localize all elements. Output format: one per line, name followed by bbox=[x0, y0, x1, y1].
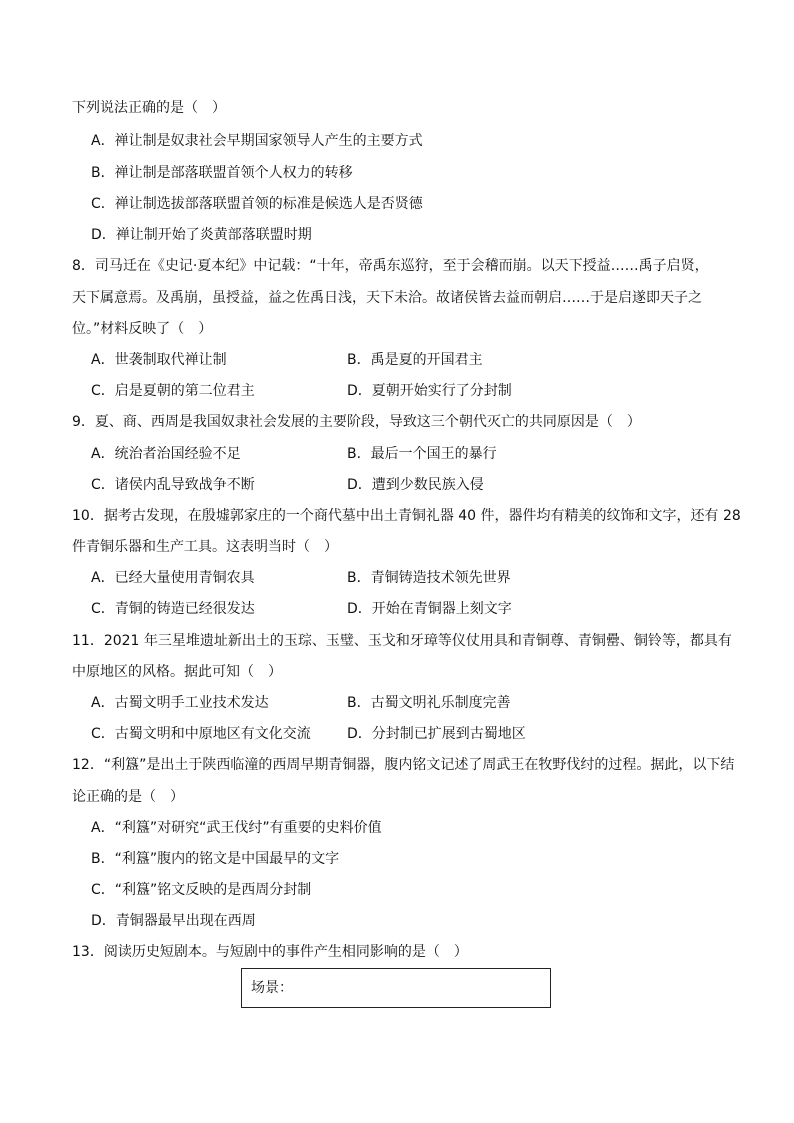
question-9-option-c: C．诸侯内乱导致战争不断 bbox=[91, 477, 255, 493]
question-10-option-d: D．开始在青铜器上刻文字 bbox=[347, 601, 512, 617]
question-10-option-b: B．青铜铸造技术领先世界 bbox=[347, 570, 511, 586]
scene-box bbox=[241, 968, 551, 1008]
question-12-option-b: B．“利簋”腹内的铭文是中国最早的文字 bbox=[91, 851, 340, 867]
question-9-stem-line-1: 9．夏、商、西周是我国奴隶社会发展的主要阶段，导致这三个朝代灭亡的共同原因是（ ） bbox=[72, 414, 641, 430]
question-10-stem-line-2: 件青铜乐器和生产工具。这表明当时（ ） bbox=[72, 539, 338, 555]
question-11-stem-line-1: 11．2021 年三星堆遗址新出土的玉琮、玉璧、玉戈和牙璋等仪仗用具和青铜尊、青铜罍、铜铃等，都具有 bbox=[72, 633, 732, 649]
question-8-option-b: B．禹是夏的开国君主 bbox=[347, 352, 483, 368]
question-10-stem-line-1: 10．据考古发现，在殷墟郭家庄的一个商代墓中出土青铜礼器 40 件，器件均有精美的纹饰和文字，还有 28 bbox=[72, 508, 741, 524]
question-8-option-c: C．启是夏朝的第二位君主 bbox=[91, 383, 255, 399]
question-8-stem-line-1: 8．司马迁在《史记·夏本纪》中记载：“十年，帝禹东巡狩，至于会稽而崩。以天下授益……禹子启贤， bbox=[72, 258, 709, 274]
question-8-option-a: A．世袭制取代禅让制 bbox=[91, 352, 227, 368]
question-8-option-d: D．夏朝开始实行了分封制 bbox=[347, 383, 512, 399]
question-12-option-d: D．青铜器最早出现在西周 bbox=[91, 913, 256, 929]
scene-label: 场景： bbox=[251, 980, 293, 996]
question-7-option-c: C．禅让制选拔部落联盟首领的标准是候选人是否贤德 bbox=[91, 196, 423, 212]
question-10-option-a: A．已经大量使用青铜农具 bbox=[91, 570, 255, 586]
question-8-stem-line-2: 天下属意焉。及禹崩，虽授益，益之佐禹日浅，天下未洽。故诸侯皆去益而朝启……于是启遂即天子之 bbox=[72, 290, 702, 306]
question-13-stem-line-1: 13．阅读历史短剧本。与短剧中的事件产生相同影响的是（ ） bbox=[72, 944, 468, 960]
question-9-option-b: B．最后一个国王的暴行 bbox=[347, 446, 497, 462]
question-7-option-a: A．禅让制是奴隶社会早期国家领导人产生的主要方式 bbox=[91, 133, 423, 149]
question-11-option-d: D．分封制已扩展到古蜀地区 bbox=[347, 726, 526, 742]
question-10-option-c: C．青铜的铸造已经很发达 bbox=[91, 601, 255, 617]
question-12-option-a: A．“利簋”对研究“武王伐纣”有重要的史料价值 bbox=[91, 820, 382, 836]
question-7-stem: 下列说法正确的是（ ） bbox=[72, 100, 226, 116]
question-9-option-d: D．遭到少数民族入侵 bbox=[347, 477, 484, 493]
question-12-stem-line-2: 论正确的是（ ） bbox=[72, 789, 184, 805]
question-7-option-b: B．禅让制是部落联盟首领个人权力的转移 bbox=[91, 165, 353, 181]
question-11-option-c: C．古蜀文明和中原地区有文化交流 bbox=[91, 726, 311, 742]
question-11-option-b: B．古蜀文明礼乐制度完善 bbox=[347, 695, 511, 711]
question-12-stem-line-1: 12．“利簋”是出土于陕西临潼的西周早期青铜器，腹内铭文记述了周武王在牧野伐纣的过程。据此，以下结 bbox=[72, 757, 735, 773]
question-7-option-d: D．禅让制开始了炎黄部落联盟时期 bbox=[91, 227, 312, 243]
question-11-stem-line-2: 中原地区的风格。据此可知（ ） bbox=[72, 664, 282, 680]
question-9-option-a: A．统治者治国经验不足 bbox=[91, 446, 241, 462]
question-8-stem-line-3: 位。”材料反映了（ ） bbox=[72, 321, 213, 337]
question-11-option-a: A．古蜀文明手工业技术发达 bbox=[91, 695, 269, 711]
question-12-option-c: C．“利簋”铭文反映的是西周分封制 bbox=[91, 882, 312, 898]
